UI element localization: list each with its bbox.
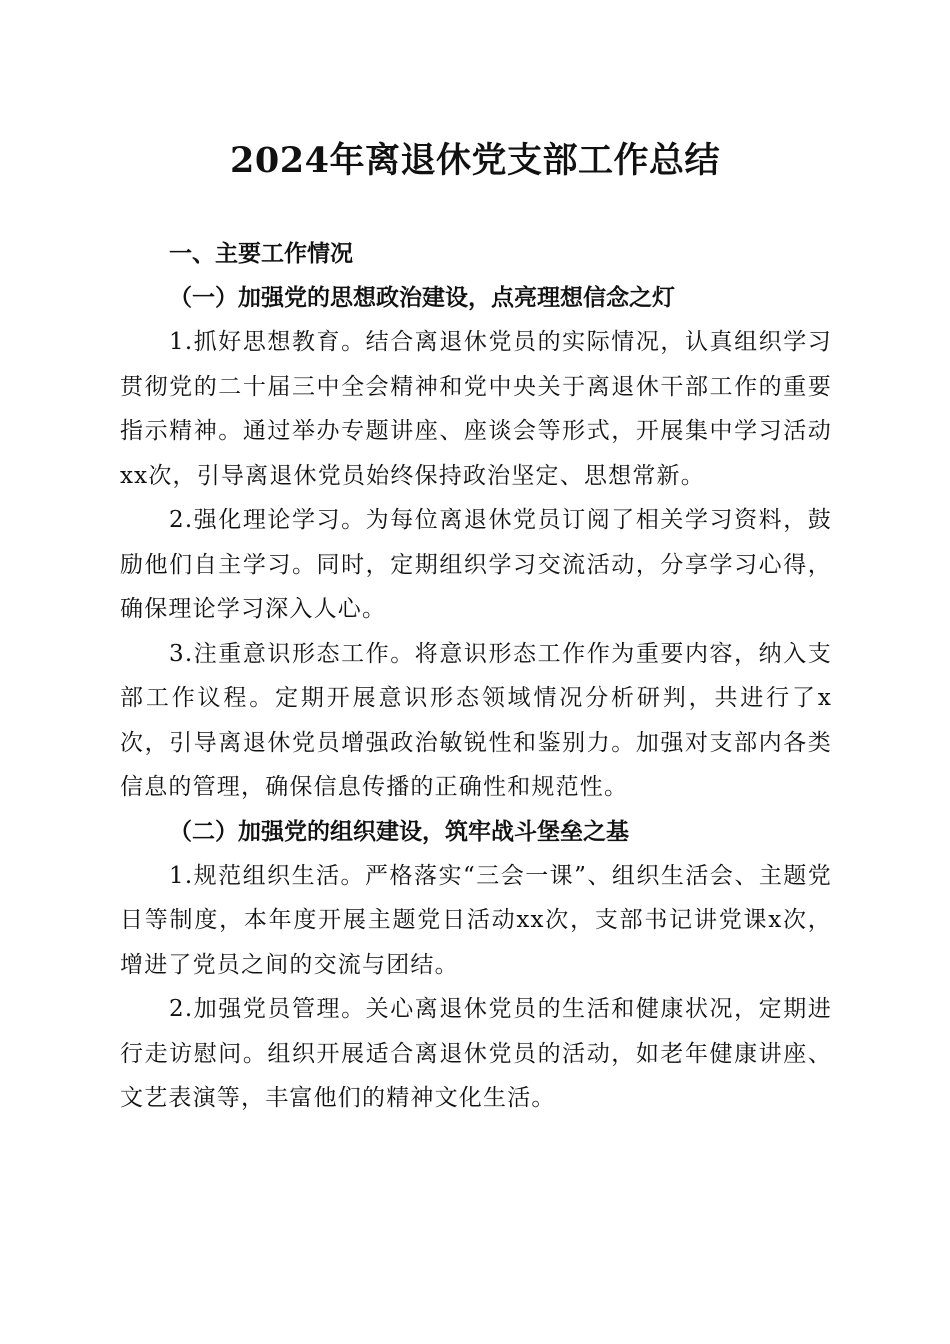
section-heading-main-work: 一、主要工作情况 <box>169 241 353 267</box>
document-body <box>120 232 832 1121</box>
paragraph-theory-study: 2.强化理论学习。为每位离退休党员订阅了相关学习资料，鼓励他们自主学习。同时，定期组织学习交流活动，分享学习心得，确保理论学习深入人心。 <box>120 507 832 622</box>
paragraph-member-management: 2.加强党员管理。关心离退休党员的生活和健康状况，定期进行走访慰问。组织开展适合离退休党员的活动，如老年健康讲座、文艺表演等，丰富他们的精神文化生活。 <box>120 996 832 1111</box>
paragraph-ideology-work: 3.注重意识形态工作。将意识形态工作作为重要内容，纳入支部工作议程。定期开展意识形态领域情况分析研判，共进行了x次，引导离退休党员增强政治敏锐性和鉴别力。加强对支部内各类信息的管理，确保信息传播的正确性和规范性。 <box>120 640 832 800</box>
document-title: 2024年离退休党支部工作总结 <box>230 140 720 181</box>
paragraph-organization-life: 1.规范组织生活。严格落实“三会一课”、组织生活会、主题党日等制度，本年度开展主题党日活动xx次，支部书记讲党课x次，增进了党员之间的交流与团结。 <box>120 862 832 978</box>
subsection-heading-ideological: （一）加强党的思想政治建设，点亮理想信念之灯 <box>169 284 675 311</box>
subsection-heading-organization: （二）加强党的组织建设，筑牢战斗堡垒之基 <box>169 817 629 845</box>
paragraph-ideological-education: 1.抓好思想教育。结合离退休党员的实际情况，认真组织学习贯彻党的二十届三中全会精神和党中央关于离退休干部工作的重要指示精神。通过举办专题讲座、座谈会等形式，开展集中学习活动xx次，引导离退休党员始终保持政治坚定、思想常新。 <box>120 329 832 489</box>
